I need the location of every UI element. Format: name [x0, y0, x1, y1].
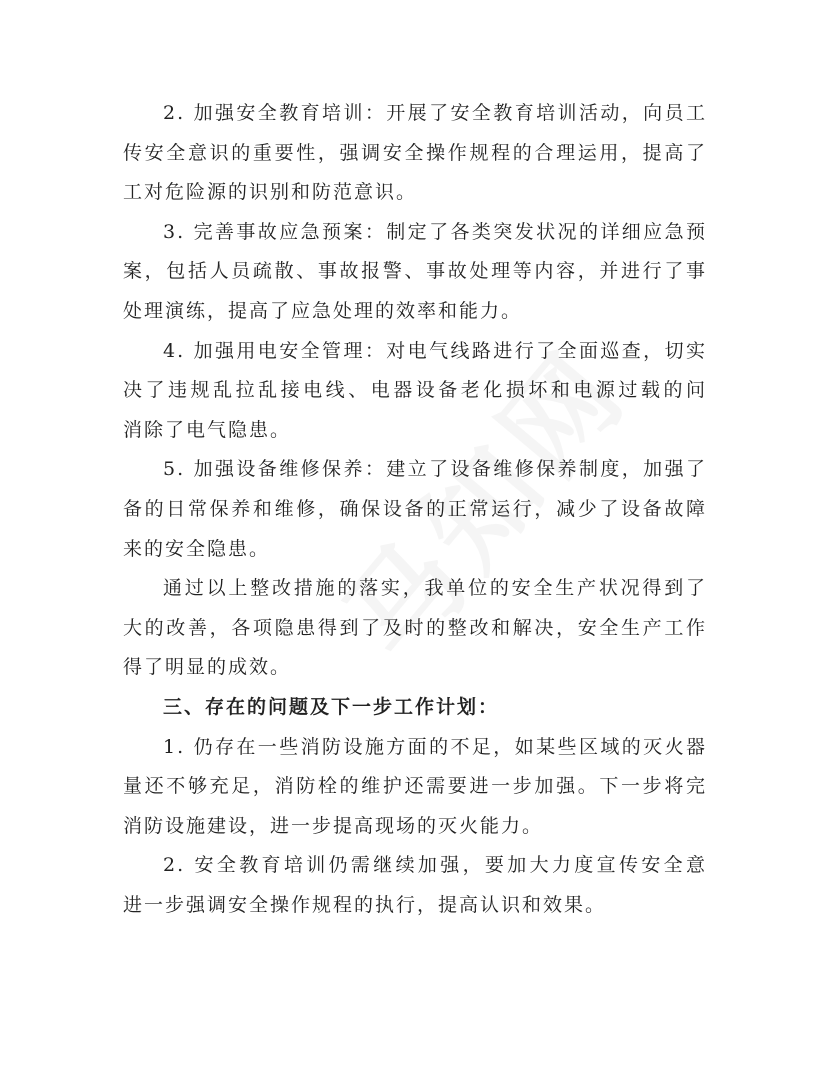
paragraph [123, 569, 707, 688]
paragraph [123, 213, 707, 332]
text-line: 量还不够充足，消防栓的维护还需要进一步加强。下一步将完 [123, 775, 707, 798]
document-body [123, 94, 707, 925]
paragraph [123, 846, 707, 925]
text-line: 处理演练，提高了应急处理的效率和能力。 [123, 299, 523, 322]
paragraph [123, 728, 707, 847]
text-line: 消除了电气隐患。 [123, 418, 292, 441]
text-line: 进一步强调安全操作规程的执行，提高认识和效果。 [123, 893, 607, 916]
text-line: 得了明显的成效。 [123, 656, 292, 679]
text-line: 三、存在的问题及下一步工作计划： [163, 695, 500, 718]
text-line: 3. 完善事故应急预案：制定了各类突发状况的详细应急预 [163, 220, 707, 243]
text-line: 大的改善，各项隐患得到了及时的整改和解决，安全生产工作 [123, 616, 707, 639]
text-line: 1. 仍存在一些消防设施方面的不足，如某些区域的灭火器 [163, 735, 707, 758]
text-line: 2. 安全教育培训仍需继续加强，要加大力度宣传安全意 [163, 854, 707, 877]
section-heading [123, 688, 707, 728]
text-line: 决了违规乱拉乱接电线、电器设备老化损坏和电源过载的问 [123, 379, 707, 402]
text-line: 传安全意识的重要性，强调安全操作规程的合理运用，提高了 [123, 141, 707, 164]
text-line: 2. 加强安全教育培训：开展了安全教育培训活动，向员工 [163, 102, 707, 124]
paragraph [123, 450, 707, 569]
paragraph [123, 332, 707, 451]
text-line: 案，包括人员疏散、事故报警、事故处理等内容，并进行了事 [123, 260, 707, 283]
text-line: 消防设施建设，进一步提高现场的灭火能力。 [123, 814, 544, 837]
text-line: 来的安全隐患。 [123, 537, 271, 560]
text-line: 工对危险源的识别和防范意识。 [123, 181, 418, 204]
paragraph [123, 94, 707, 213]
text-line: 通过以上整改措施的落实，我单位的安全生产状况得到了 [163, 577, 707, 600]
text-line: 备的日常保养和维修，确保设备的正常运行，减少了设备故障 [123, 497, 707, 520]
text-line: 4. 加强用电安全管理：对电气线路进行了全面巡查，切实 [163, 339, 707, 362]
text-line: 5. 加强设备维修保养：建立了设备维修保养制度，加强了 [163, 458, 707, 481]
